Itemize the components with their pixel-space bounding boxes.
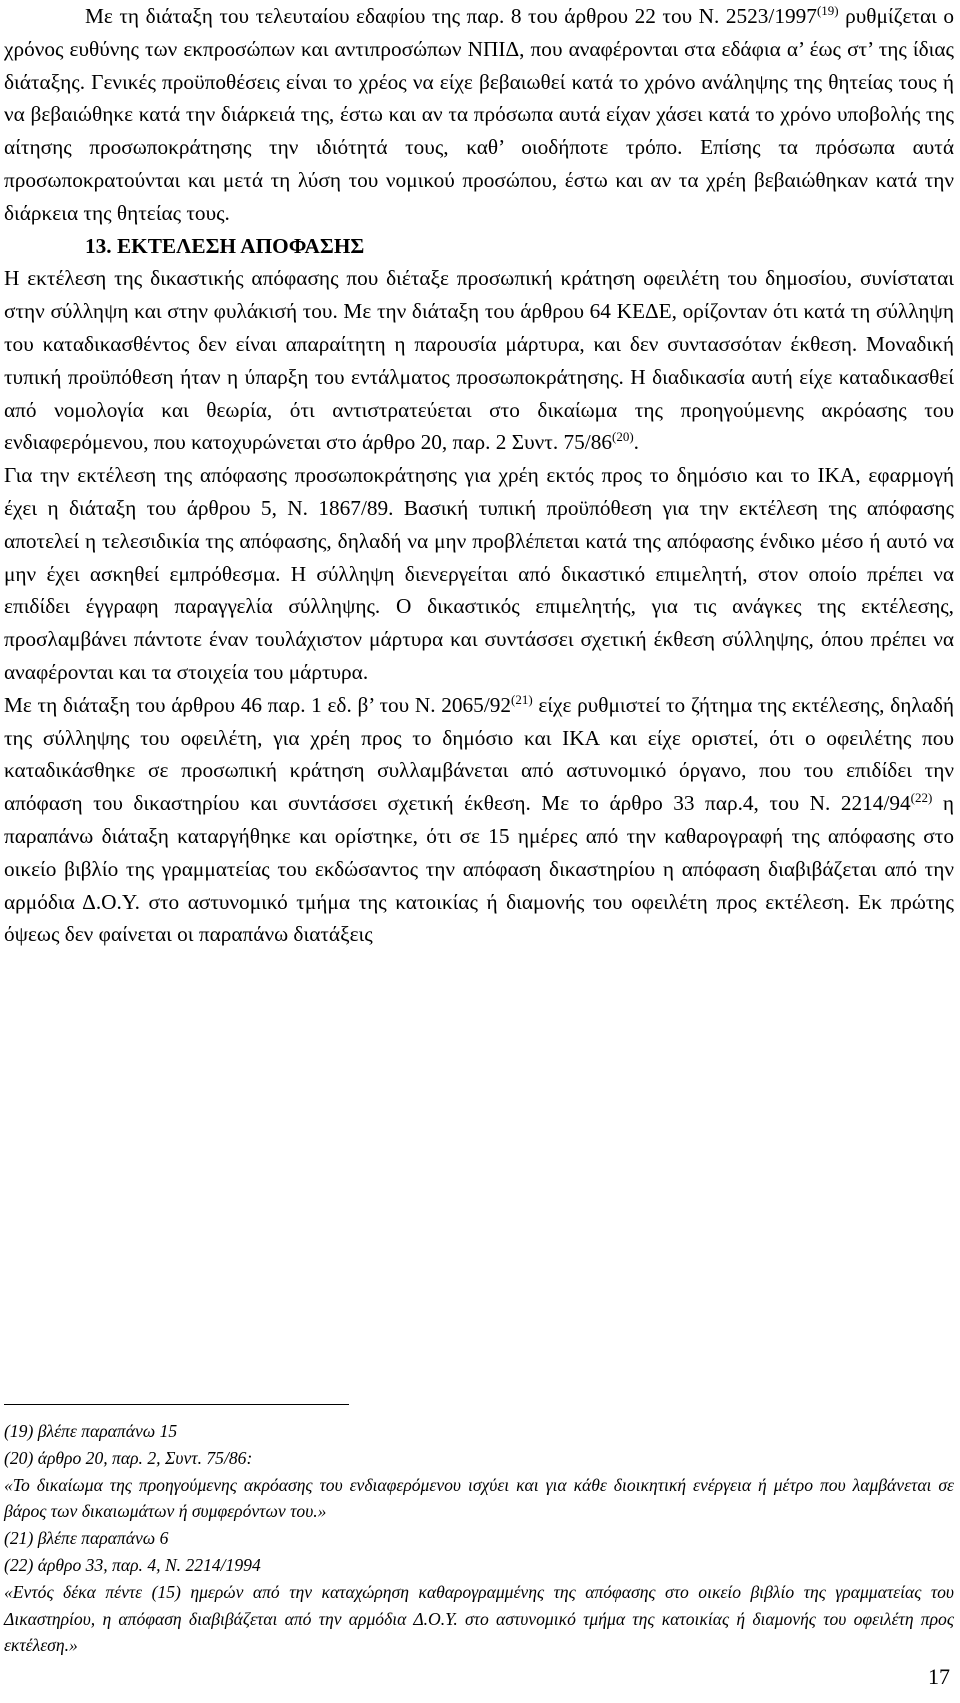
paragraph-2 xyxy=(4,262,954,459)
footnote-20: (20) άρθρο 20, παρ. 2, Συντ. 75/86: xyxy=(4,1447,253,1468)
section-heading: 13. ΕΚΤΕΛΕΣΗ ΑΠΟΦΑΣΗΣ xyxy=(85,233,365,258)
footnote-ref-19: (19) xyxy=(816,3,839,18)
footnote-divider xyxy=(4,1404,349,1405)
document-page xyxy=(4,0,954,951)
paragraph-1-text-rest: ρυθμίζεται ο χρόνος ευθύνης των εκπροσώπων και αντιπροσώπων ΝΠΙΔ, που αναφέρονται στα εδάφια α’ έως στ’ της ίδιας διάταξης. Γενικές προϋποθέσεις είναι το χρέος να είχε βεβαιωθεί κατά το χρόνο ανάληψης της θητείας τους ή να βεβαιώθηκε κατά την διάρκειά της, έστω και αν τα πρόσωπα αυτά είχαν χάσει κατά το χρόνο υποβολής της αίτησης προσωποκράτησης την ιδιότητά τους, καθ’ οιοδήποτε τρόπο. Επίσης τα πρόσωπα αυτά προσωποκρατούνται και μετά τη λύση του νομικού προσώπου, έστω και αν τα χρέη βεβαιώθηκαν κατά την διάρκεια της θητείας τους. xyxy=(4,4,954,225)
footnote-21: (21) βλέπε παραπάνω 6 xyxy=(4,1528,169,1549)
paragraph-1-text: Με τη διάταξη του τελευταίου εδαφίου της παρ. 8 του άρθρου 22 του Ν. 2523/1997 xyxy=(85,4,817,28)
footnote-ref-21: (21) xyxy=(511,691,533,707)
paragraph-2-end: . xyxy=(633,430,639,455)
paragraph-3: Για την εκτέλεση της απόφασης προσωποκράτησης για χρέη εκτός προς το δημόσιο και το ΙΚΑ, εφαρμογή έχει η διάταξη του άρθρου 5, Ν. 1867/89. Βασική τυπική προϋπόθεση για την εκτέλεση της απόφασης αποτελεί η τελεσιδικία της απόφασης, δηλαδή να μην προβλέπεται κατά της απόφασης ένδικο μέσο ή αυτό να μην έχει ασκηθεί εμπρόθεσμα. Η σύλληψη διενεργείται από δικαστικό επιμελητή, στον οποίο πρέπει να επιδίδει έγγραφη παραγγελία σύλληψης. Ο δικαστικός επιμελητής, για τις ανάγκες της εκτέλεσης, προσλαμβάνει πάντοτε έναν τουλάχιστον μάρτυρα και συντάσσει σχετική έκθεση σύλληψης, όπου πρέπει να αναφέρονται και τα στοιχεία του μάρτυρα. xyxy=(4,463,954,684)
paragraph-4 xyxy=(4,689,954,951)
page-number: 17 xyxy=(928,1664,950,1689)
paragraph-4-text: Με τη διάταξη του άρθρου 46 παρ. 1 εδ. β’ του Ν. 2065/92 xyxy=(4,692,512,717)
footnote-22: (22) άρθρο 33, παρ. 4, Ν. 2214/1994 xyxy=(4,1554,261,1575)
paragraph-2-text: Η εκτέλεση της δικαστικής απόφασης που διέταξε προσωπική κράτηση οφειλέτη του δημοσίου, συνίσταται στην σύλληψη και στην φυλάκισή του. Με την διάταξη του άρθρου 64 ΚΕΔΕ, ορίζονταν ότι κατά τη σύλληψη του καταδικασθέντος δεν είναι απαραίτητη η παρουσία μάρτυρα, και δεν συντασσόταν έκθεση. Μοναδική τυπική προϋπόθεση ήταν η ύπαρξη του εντάλματος προσωποκράτησης. Η διαδικασία αυτή είχε καταδικασθεί από νομολογία και θεωρία, ότι αντιστρατεύεται στο δικαίωμα της προηγούμενης ακρόασης του ενδιαφερόμενου, που κατοχυρώνεται στο άρθρο 20, παρ. 2 Συντ. 75/86 xyxy=(4,266,954,455)
paragraph-1 xyxy=(4,0,954,230)
footnotes xyxy=(4,1418,954,1659)
footnote-22-quote: «Εντός δέκα πέντε (15) ημερών από την καταχώρηση καθαρογραμμένης της απόφασης στο οικείο βιβλίο της γραμματείας του Δικαστηρίου, η απόφαση διαβιβάζεται από την αρμόδια Δ.Ο.Υ. στο αστυνομικό τμήμα της κατοικίας ή διαμονής του οφειλέτη προς εκτέλεση.» xyxy=(4,1581,954,1656)
footnote-20-quote: «Το δικαίωμα της προηγούμενης ακρόασης του ενδιαφερόμενου ισχύει και για κάθε διοικητική ενέργεια ή μέτρο που λαμβάνεται σε βάρος των δικαιωμάτων ή συμφερόντων του.» xyxy=(4,1474,954,1522)
body-text xyxy=(4,0,954,951)
paragraph-4-text-rest: η παραπάνω διάταξη καταργήθηκε και ορίστηκε, ότι σε 15 ημέρες από την καθαρογραφή της απόφασης στο οικείο βιβλίο της γραμματείας του εκδώσαντος την απόφαση δικαστηρίου η απόφαση διαβιβάζεται από την αρμόδια Δ.Ο.Υ. στο αστυνομικό τμήμα της κατοικίας ή διαμονής του οφειλέτη προς εκτέλεση. Εκ πρώτης όψεως δεν φαίνεται οι παραπάνω διατάξεις xyxy=(4,791,954,947)
footnote-19: (19) βλέπε παραπάνω 15 xyxy=(4,1421,178,1441)
footnote-ref-20: (20) xyxy=(612,429,634,445)
paragraph-4-text-mid: είχε ρυθμιστεί το ζήτημα της εκτέλεσης, δηλαδή της σύλληψης του οφειλέτη, για χρέη προς το δημόσιο και ΙΚΑ και είχε οριστεί, ότι ο οφειλέτης που καταδικάσθηκε σε προσωπική κράτηση συλλαμβάνεται από αστυνομικό όργανο, που του επιδίδει την απόφαση του δικαστηρίου και συντάσσει σχετική έκθεση. Με το άρθρο 33 παρ.4, του Ν. 2214/94 xyxy=(4,692,954,816)
footnote-ref-22: (22) xyxy=(910,790,933,806)
